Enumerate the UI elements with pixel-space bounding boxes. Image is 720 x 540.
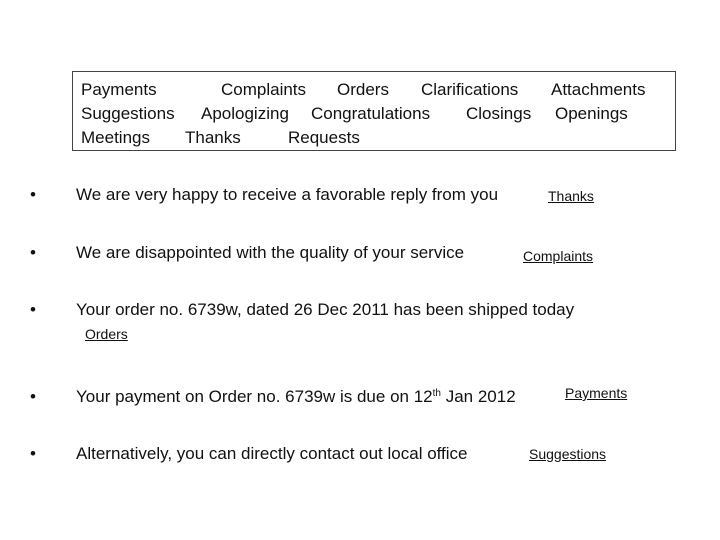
bullet-icon: • bbox=[30, 243, 36, 262]
sentence-text bbox=[76, 388, 516, 405]
answer-label: Orders bbox=[85, 326, 128, 342]
word-bank-item: Payments bbox=[81, 80, 157, 99]
bullet-icon: • bbox=[30, 185, 36, 204]
answer-label: Thanks bbox=[548, 188, 594, 204]
word-bank-item: Apologizing bbox=[201, 104, 289, 123]
word-bank-item: Closings bbox=[466, 104, 532, 123]
sentence-text: Your order no. 6739w, dated 26 Dec 2011 has been shipped today bbox=[76, 300, 575, 319]
word-bank-item: Orders bbox=[337, 80, 389, 99]
sentence-text-part: Jan 2012 bbox=[440, 387, 516, 406]
word-bank-item: Openings bbox=[555, 104, 628, 123]
word-bank-item: Thanks bbox=[185, 128, 241, 147]
word-bank-box bbox=[72, 71, 676, 151]
word-bank-item: Attachments bbox=[551, 80, 646, 99]
word-bank-item: Meetings bbox=[81, 128, 150, 147]
answer-label: Suggestions bbox=[529, 446, 607, 462]
word-bank-item: Complaints bbox=[221, 80, 307, 99]
sentence-text: Alternatively, you can directly contact out local office bbox=[76, 444, 468, 463]
word-bank-item: Clarifications bbox=[421, 80, 519, 99]
word-bank-item: Congratulations bbox=[311, 104, 431, 123]
sentence-text: We are disappointed with the quality of your service bbox=[76, 243, 465, 262]
sentence-text: We are very happy to receive a favorable reply from you bbox=[76, 185, 499, 204]
answer-label: Payments bbox=[565, 385, 628, 401]
bullet-icon: • bbox=[30, 387, 36, 406]
word-bank-item: Suggestions bbox=[81, 104, 175, 123]
bullet-icon: • bbox=[30, 300, 36, 319]
sentence-superscript: th bbox=[432, 388, 441, 399]
bullet-icon: • bbox=[30, 444, 36, 463]
sentence-text-part: Your payment on Order no. 6739w is due on 12 bbox=[76, 387, 433, 406]
answer-label: Complaints bbox=[523, 248, 594, 264]
word-bank-item: Requests bbox=[288, 128, 360, 147]
